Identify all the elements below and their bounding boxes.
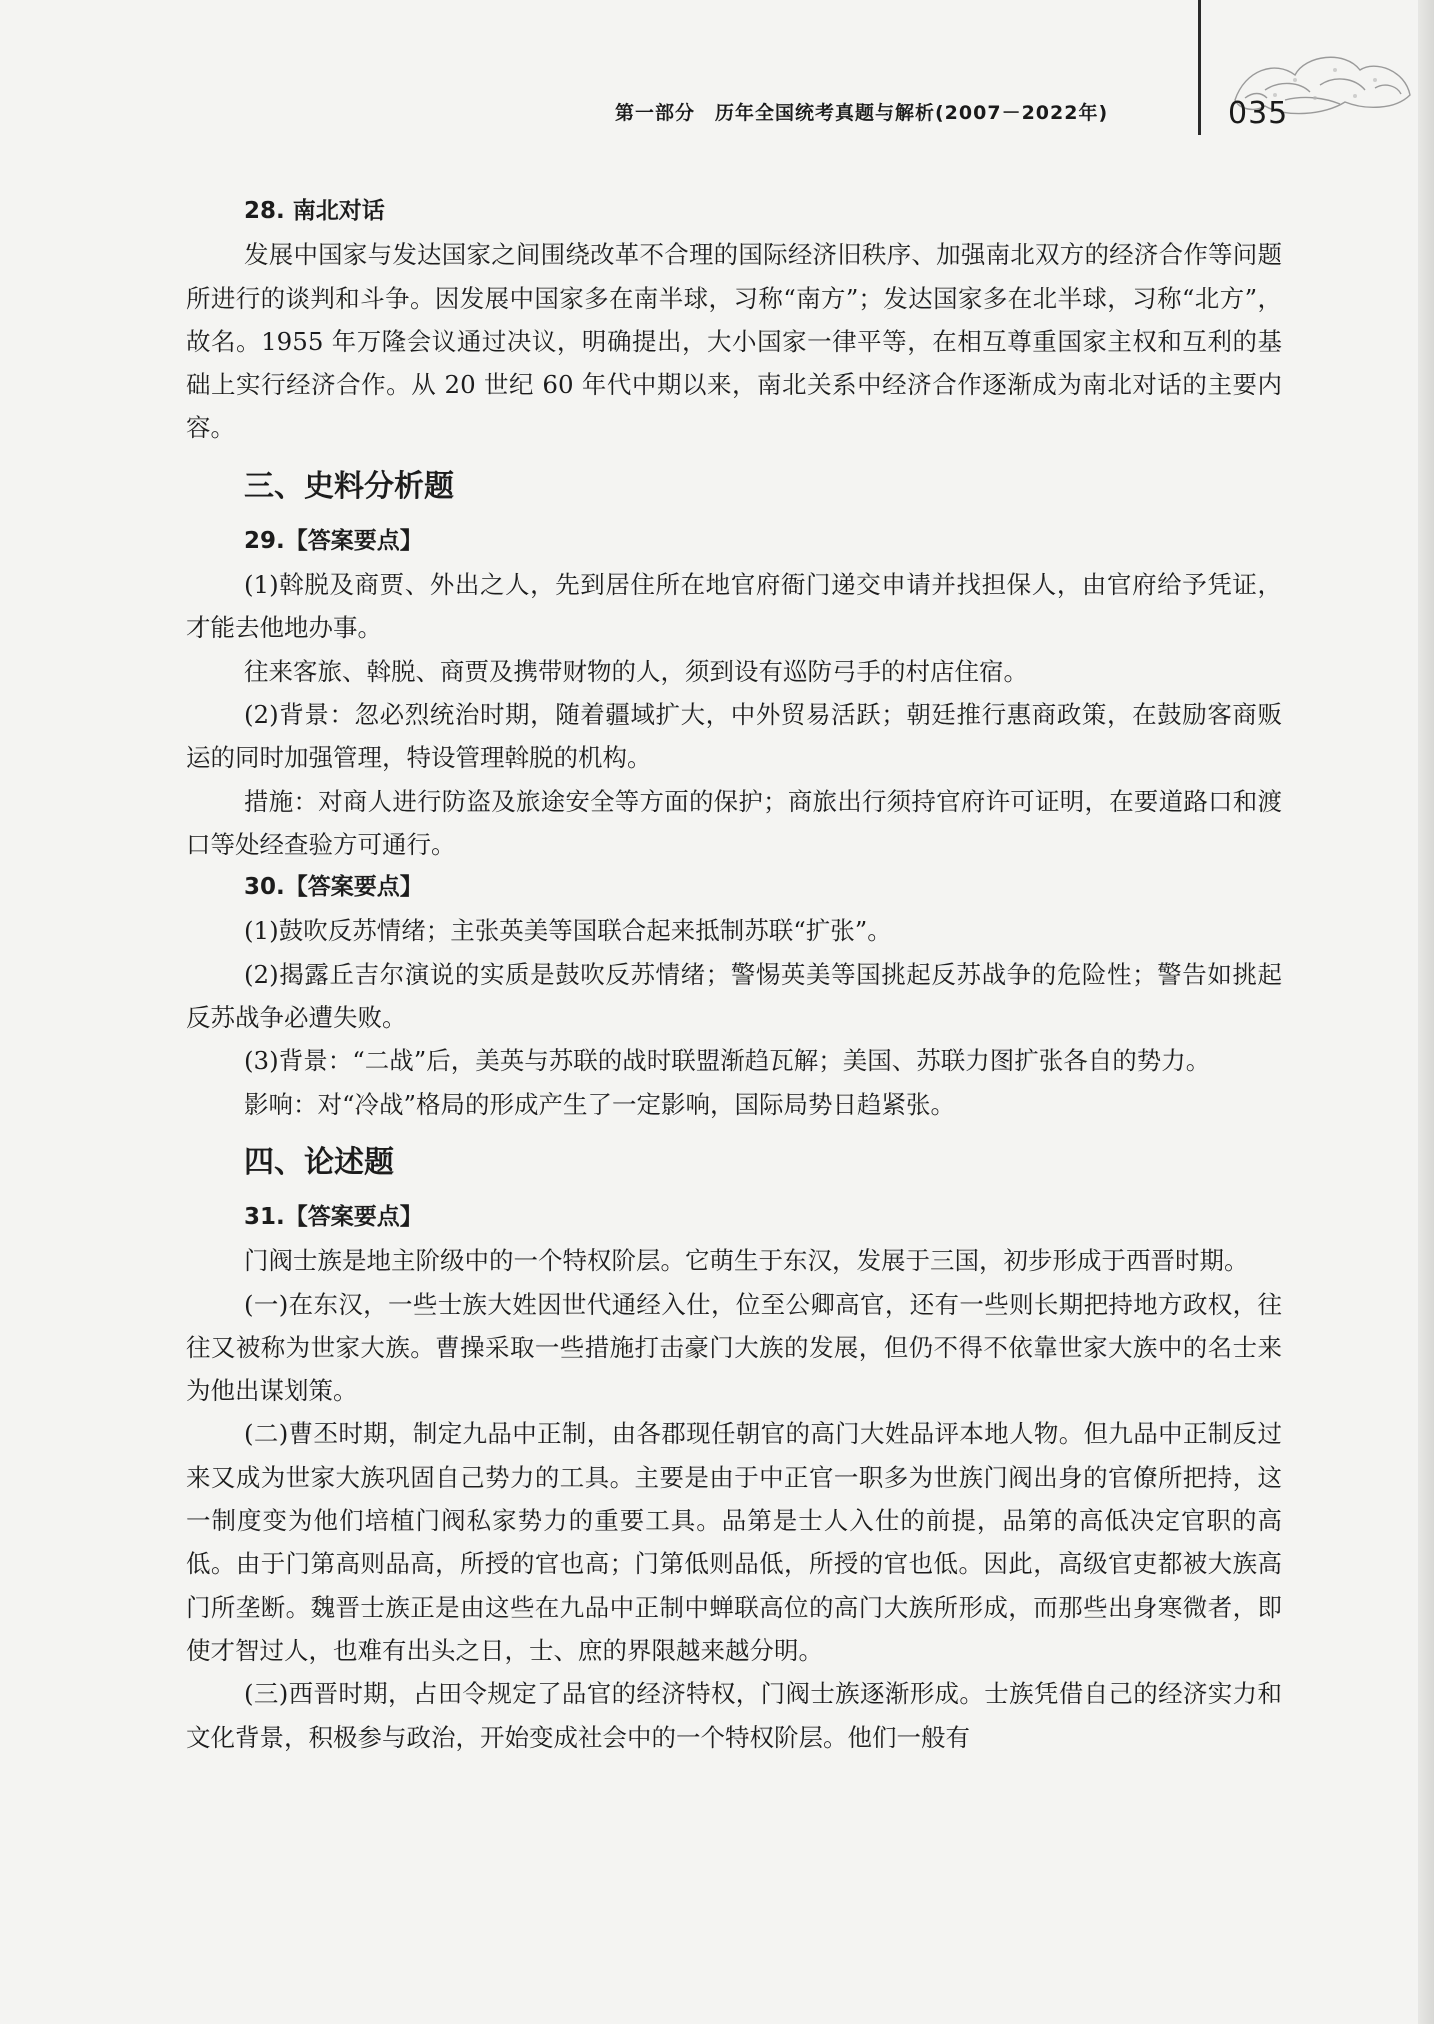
q30-paragraph: (3)背景：“二战”后，美英与苏联的战时联盟渐趋瓦解；美国、苏联力图扩张各自的势力。 (244, 1046, 1211, 1076)
q30-paragraph: (1)鼓吹反苏情绪；主张英美等国联合起来抵制苏联“扩张”。 (244, 916, 892, 946)
q31-paragraph: 门阀士族是地主阶级中的一个特权阶层。它萌生于东汉，发展于三国，初步形成于西晋时期。 (244, 1246, 1249, 1276)
q29-paragraph: (2)背景：忽必烈统治时期，随着疆域扩大，中外贸易活跃；朝廷推行惠商政策，在鼓励客商贩运的同时加强管理，特设管理斡脱的机构。 (186, 699, 1282, 773)
q31-paragraph: (三)西晋时期，占田令规定了品官的经济特权，门阀士族逐渐形成。士族凭借自己的经济实力和文化背景，积极参与政治，开始变成社会中的一个特权阶层。他们一般有 (186, 1679, 1282, 1752)
q31-paragraph: (一)在东汉，一些士族大姓因世代通经入仕，位至公卿高官，还有一些则长期把持地方政权，往往又被称为世家大族。曹操采取一些措施打击豪门大族的发展，但仍不得不依靠世家大族中的名士来为他出谋划策。 (186, 1289, 1282, 1406)
page-number: 035 (1228, 96, 1289, 131)
header-divider (1198, 0, 1201, 135)
page-content (186, 190, 1282, 1759)
q29-paragraph: 往来客旅、斡脱、商贾及携带财物的人，须到设有巡防弓手的村店住宿。 (244, 656, 1028, 686)
page-edge-shadow (1418, 0, 1434, 2024)
q30-paragraph: (2)揭露丘吉尔演说的实质是鼓吹反苏情绪；警惕英美等国挑起反苏战争的危险性；警告如挑起反苏战争必遭失败。 (186, 959, 1282, 1033)
q31-heading: 31.【答案要点】 (244, 1203, 423, 1230)
q31-paragraph: (二)曹丕时期，制定九品中正制，由各郡现任朝官的高门大姓品评本地人物。但九品中正制反过来又成为世家大族巩固自己势力的工具。主要是由于中正官一职多为世族门阀出身的官僚所把持，这一制度变为他们培植门阀私家势力的重要工具。品第是士人入仕的前提，品第的高低决定官职的高低。由于门第高则品高，所授的官也高；门第低则品低，所授的官也低。因此，高级官吏都被大族高门所垄断。魏晋士族正是由这些在九品中正制中蝉联高位的高门大族所形成，而那些出身寒微者，即使才智过人，也难有出头之日，士、庶的界限越来越分明。 (186, 1419, 1282, 1665)
q30-heading: 30.【答案要点】 (244, 874, 423, 901)
q29-heading: 29.【答案要点】 (244, 527, 423, 554)
running-header: 第一部分 历年全国统考真题与解析(2007－2022年) (615, 102, 1109, 124)
q29-paragraph: (1)斡脱及商贾、外出之人，先到居住所在地官府衙门递交申请并找担保人，由官府给予凭证，才能去他地办事。 (186, 570, 1282, 643)
q30-paragraph: 影响：对“冷战”格局的形成产生了一定影响，国际局势日趋紧张。 (244, 1089, 956, 1119)
section-4-title: 四、论述题 (244, 1144, 394, 1180)
section-3-title: 三、史料分析题 (244, 468, 454, 504)
q28-heading: 28. 南北对话 (244, 198, 385, 224)
q29-paragraph: 措施：对商人进行防盗及旅途安全等方面的保护；商旅出行须持官府许可证明，在要道路口和渡口等处经查验方可通行。 (186, 786, 1282, 859)
q28-paragraph: 发展中国家与发达国家之间围绕改革不合理的国际经济旧秩序、加强南北双方的经济合作等问题所进行的谈判和斗争。因发展中国家多在南半球，习称“南方”；发达国家多在北半球，习称“北方”，故名。1955 年万隆会议通过决议，明确提出，大小国家一律平等，在相互尊重国家主权和互利的基础上实行经济合作。从 20 世纪 60 年代中期以来，南北关系中经济合作逐渐成为南北对话的主要内容。 (186, 240, 1282, 443)
